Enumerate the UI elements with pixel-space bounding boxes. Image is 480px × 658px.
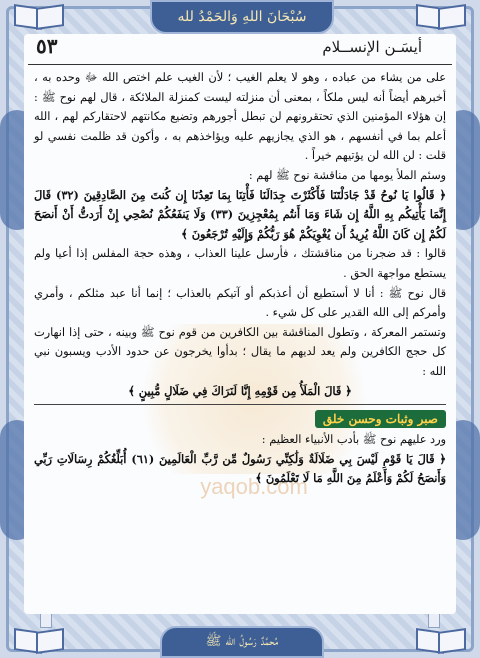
quran-verse: ﴿ قَالَ يَا قَوْمِ لَيْسَ بِي ضَلَالَةٌ وَلَٰكِنِّي رَسُولٌ مِّن رَّبِّ الْعَالَمِينَ (٦١) أُبَلِّغُكُمْ رِسَالَاتِ رَبِّي وَأَنصَحُ لَكُمْ وَأَعْلَمُ مِنَ اللَّهِ مَا لَا تَعْلَمُونَ ﴾ (34, 451, 446, 486)
section-heading-wrap (34, 408, 446, 430)
paragraph: ورد عليهم نوح ﷺ بأدب الأنبياء العظيم : (261, 433, 446, 447)
page-body (34, 68, 446, 489)
open-book-icon (14, 626, 64, 654)
running-title: أيسَـن الإنســلام (322, 38, 422, 56)
bottom-calligraphy: مُحمَّدٌ رَسُولُ الله ﷺ (205, 634, 279, 649)
open-book-icon (14, 2, 64, 30)
top-calligraphy-band (150, 0, 334, 34)
bottom-calligraphy-band (160, 626, 324, 658)
paragraph: قال نوح ﷺ : أنا لا أستطيع أن أعذبكم أو آتيكم بالعذاب ؛ إنما أنا عبد مثلكم ، وأمري وأمركم إلى الله القدير على كل شيء . (34, 286, 446, 320)
paragraph: على من يشاء من عباده ، وهو لا يعلم الغيب ؛ لأن الغيب علم اختص الله ﷻ وحده به ، أخبرهم أيضاً أنه ليس ملكاً ، بمعنى أن منزلته ليست كمنزلة الملائكة ، قال لهم نوح ﷺ : إن هؤلاء المؤمنين الذي تحتقرونهم لن تبطل أجورهم وتضيع مكانتهم لاحتقاركم لهم ، الله أعلم بما في أنفسهم ، هو الذي يجازيهم عليه ويؤاخذهم به ، وأكون قد ظلمت نفسي لو قلت : لن الله لن يؤتيهم خيراً . (34, 71, 446, 163)
paragraph: قالوا : قد ضجرنا من مناقشتك ، فأرسل علينا العذاب ، وهذه حجة المفلس إذا أعيا ولم يستطع مواجهة الحق . (34, 247, 446, 280)
top-calligraphy: سُبْحَانَ اللهِ وَالحَمْدُ لله (177, 9, 307, 25)
header-rule (28, 64, 452, 65)
page-number: ٥٣ (36, 34, 58, 58)
watermark-site: yaqob.com (200, 474, 308, 499)
quran-verse: ﴿ قَالَ الْمَلَأُ مِن قَوْمِهِ إِنَّا لَنَرَاكَ فِي ضَلَالٍ مُّبِينٍ ﴾ (128, 383, 352, 398)
section-divider (34, 404, 446, 405)
paragraph: وتستمر المعركة ، وتطول المناقشة بين الكافرين من قوم نوح ﷺ وبينه ، حتى إذا انهارت كل حجج الكافرين ولم يعد لديهم ما يقال ؛ بدأوا يخرجون عن حدود الأدب ويسبون نبي الله : (34, 325, 446, 378)
paragraph: وسئم الملأ يومها من مناقشة نوح ﷺ لهم : (248, 168, 446, 182)
page-header (24, 34, 456, 64)
quran-verse: ﴿ قَالُوا يَا نُوحُ قَدْ جَادَلْتَنَا فَأَكْثَرْتَ جِدَالَنَا فَأْتِنَا بِمَا تَعِدُنَا إِن كُنتَ مِنَ الصَّادِقِينَ (٣٢) قَالَ إِنَّمَا يَأْتِيكُم بِهِ اللَّهُ إِن شَاءَ وَمَا أَنتُم بِمُعْجِزِينَ (٣٣) وَلَا يَنفَعُكُمْ نُصْحِي إِنْ أَرَدتُّ أَنْ أَنصَحَ لَكُمْ إِن كَانَ اللَّهُ يُرِيدُ أَن يُغْوِيَكُمْ هُوَ رَبُّكُمْ وَإِلَيْهِ تُرْجَعُونَ ﴾ (34, 187, 446, 241)
section-heading: صبر وثبات وحسن خلق (315, 410, 446, 428)
open-book-icon (416, 626, 466, 654)
open-book-icon (416, 2, 466, 30)
